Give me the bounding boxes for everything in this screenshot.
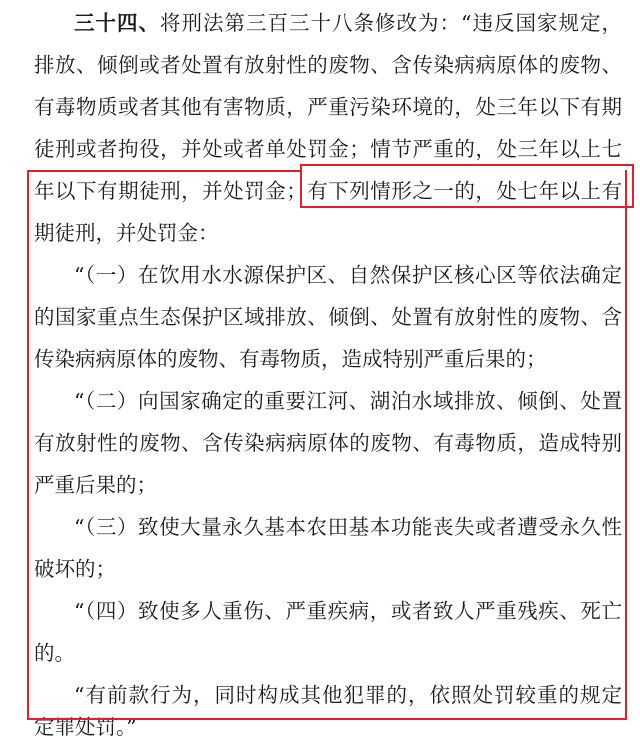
line-text: 破坏的； [34,557,116,581]
line-text: “（四）致使多人重伤、严重疾病，或者致人严重残疾、死亡 [74,599,622,623]
line-text: 期徒刑，并处罚金： [34,221,219,245]
paragraph-line [74,386,622,416]
line-text: “（一）在饮用水水源保护区、自然保护区核心区等依法确定 [74,263,622,287]
line-text: 的国家重点生态保护区域排放、倾倒、处置有放射性的废物、含 [34,305,622,329]
paragraph-line [34,50,622,80]
paragraph-line [34,470,622,500]
highlight-box-top-left-edge [27,170,301,172]
paragraph-line [34,218,622,248]
line-text: 有毒物质或者其他有害物质，严重污染环境的，处三年以下有期 [34,95,622,119]
paragraph-line [74,596,622,626]
line-text: “有前款行为，同时构成其他犯罪的，依照处罚较重的规定 [74,683,622,707]
line-text: “（三）致使大量永久基本农田基本功能丧失或者遭受永久性 [74,515,622,539]
line-text: 年以下有期徒刑，并处罚金；有下列情形之一的，处七年以上有 [34,179,622,203]
line-text: 有放射性的废物、含传染病病原体的废物、有毒物质，造成特别 [34,431,622,455]
line-text: 徒刑或者拘役，并处或者单处罚金；情节严重的，处三年以上七 [34,137,622,161]
line-text: 将刑法第三百三十八条修改为：“违反国家规定， [160,11,623,35]
paragraph-line [34,176,622,206]
line-text: 定罪处罚。” [34,715,137,739]
paragraph-line [34,8,622,38]
paragraph-line [34,134,622,164]
paragraph-line [34,92,622,122]
line-text: “（二）向国家确定的重要江河、湖泊水域排放、倾倒、处置 [74,389,622,413]
paragraph-line [74,260,622,290]
paragraph-line [34,302,622,332]
paragraph-line [34,428,622,458]
article-number: 三十四、 [74,11,161,35]
paragraph-line [34,554,622,584]
paragraph-line [74,512,622,542]
paragraph-line [34,344,622,374]
paragraph-line [34,712,622,742]
line-text: 传染病病原体的废物、有毒物质，造成特别严重后果的； [34,347,547,371]
paragraph-line [74,680,622,710]
line-text: 排放、倾倒或者处置有放射性的废物、含传染病病原体的废物、 [34,53,622,77]
line-text: 的。 [34,641,75,665]
line-text: 严重后果的； [34,473,157,497]
paragraph-line [34,638,622,668]
